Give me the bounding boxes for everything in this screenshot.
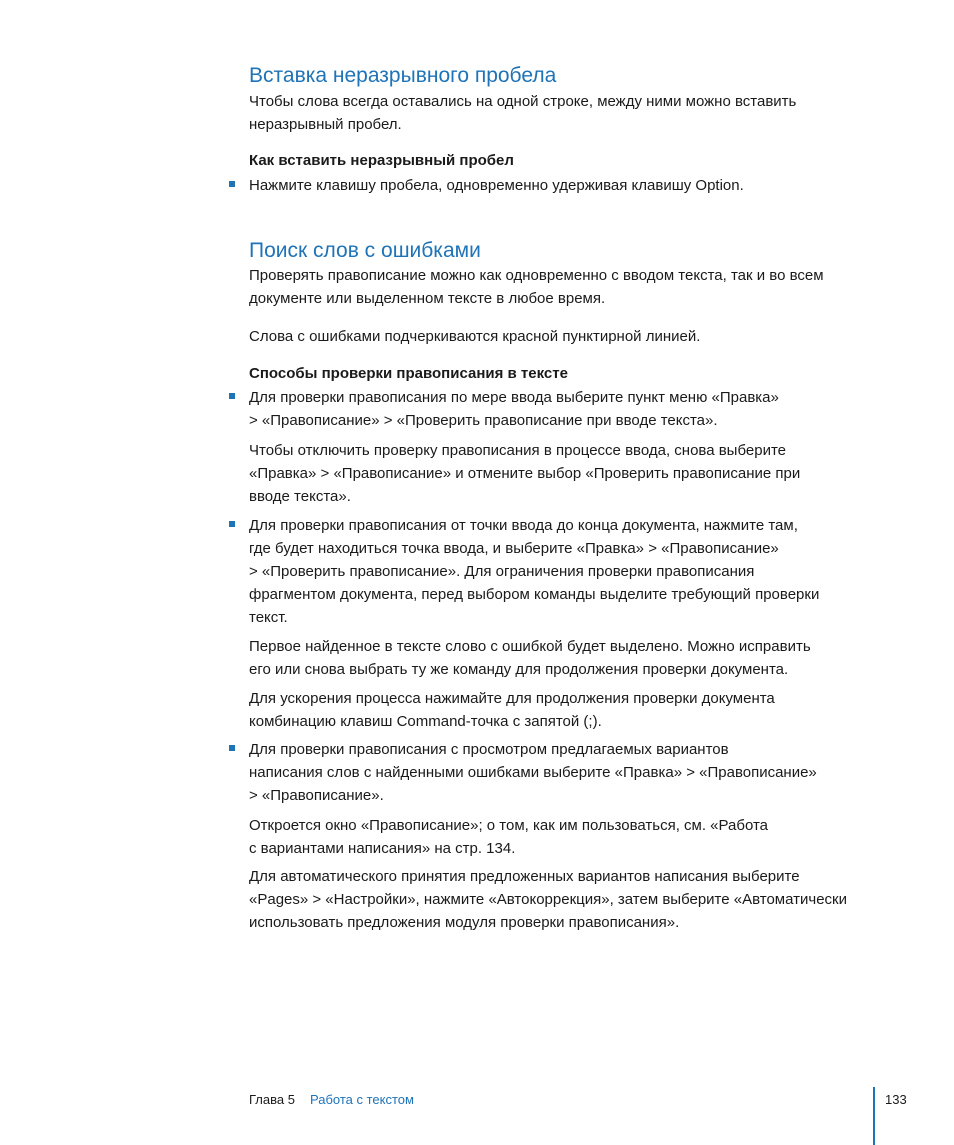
- list-item-note: Чтобы отключить проверку правописания в процессе ввода, снова выберите «Правка» > «Правописание» и отмените выбор «Проверить правописание при вводе текста».: [249, 442, 801, 505]
- list-item: Нажмите клавишу пробела, одновременно удерживая клавишу Option.: [249, 177, 744, 194]
- section-heading-nbsp: Вставка неразрывного пробела: [249, 64, 557, 87]
- subheading-nbsp-howto: Как вставить неразрывный пробел: [249, 152, 514, 169]
- list-item-note: Для автоматического принятия предложенных вариантов написания выберите «Pages» > «Настройки», нажмите «Автокоррекция», затем выберите «Автоматически использовать предложения модуля проверки правописания».: [249, 868, 847, 931]
- section-nbsp-intro: Чтобы слова всегда оставались на одной строке, между ними можно вставить неразрывный пробел.: [249, 93, 797, 133]
- list-item-note: Первое найденное в тексте слово с ошибкой будет выделено. Можно исправить его или снова выбрать ту же команду для продолжения проверки документа.: [249, 638, 811, 678]
- list-item: Для проверки правописания с просмотром предлагаемых вариантов написания слов с найденными ошибками выберите «Правка» > «Правописание» > «Правописание».: [249, 741, 817, 804]
- footer-divider: [873, 1087, 875, 1145]
- section-spelling-intro: Проверять правописание можно как одновременно с вводом текста, так и во всем документе или выделенном тексте в любое время.: [249, 267, 824, 307]
- list-item-note: Для ускорения процесса нажимайте для продолжения проверки документа комбинацию клавиш Command-точка с запятой (;).: [249, 690, 775, 730]
- list-item: Для проверки правописания от точки ввода до конца документа, нажмите там, где будет находиться точка ввода, и выберите «Правка» > «Правописание» > «Проверить правописание». Для ограничения проверки правописания фрагментом документа, перед выбором команды выделите требующий проверки текст.: [249, 517, 820, 626]
- subheading-spelling-methods: Способы проверки правописания в тексте: [249, 365, 568, 382]
- bullet-marker: [229, 745, 235, 751]
- page-number: 133: [885, 1092, 907, 1107]
- bullet-marker: [229, 521, 235, 527]
- section-heading-spelling: Поиск слов с ошибками: [249, 239, 481, 262]
- section-spelling-intro2: Слова с ошибками подчеркиваются красной пунктирной линией.: [249, 328, 701, 345]
- bullet-marker: [229, 393, 235, 399]
- footer-chapter-label: Глава 5: [249, 1092, 295, 1107]
- list-item: Для проверки правописания по мере ввода выберите пункт меню «Правка» > «Правописание» > «Проверить правописание при вводе текста».: [249, 389, 779, 429]
- footer-chapter-title: Работа с текстом: [310, 1092, 414, 1107]
- list-item-note: Откроется окно «Правописание»; о том, как им пользоваться, см. «Работа с вариантами написания» на стр. 134.: [249, 817, 769, 857]
- bullet-marker: [229, 181, 235, 187]
